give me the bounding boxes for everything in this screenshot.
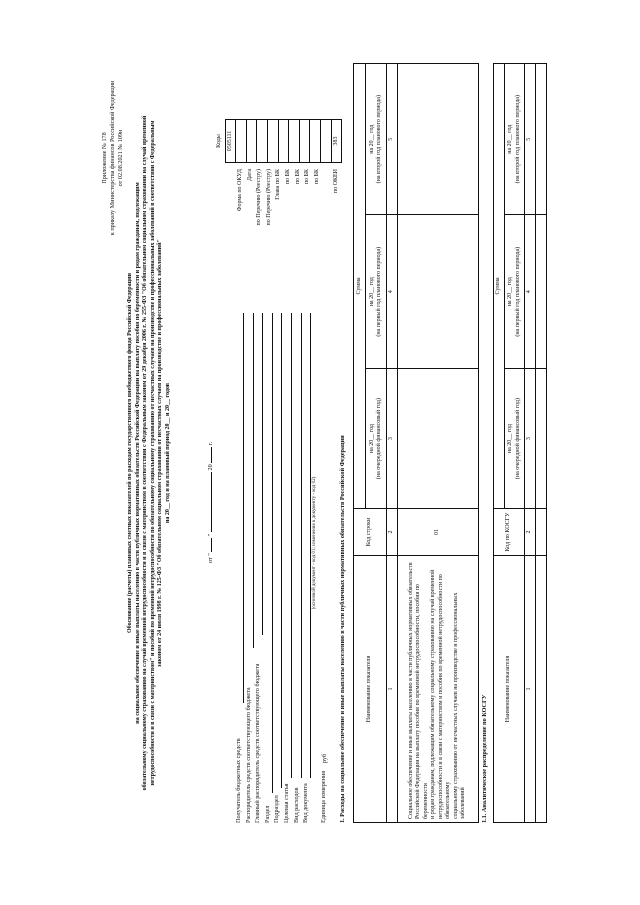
label-registry-2: по Перечню (Реестру) [265, 168, 272, 225]
t2-num-3: 3 [525, 368, 536, 508]
code-bk-4 [310, 119, 321, 162]
date-line [207, 343, 215, 563]
t1-num-1: 1 [387, 555, 398, 822]
t1-year-1 [366, 368, 387, 508]
section-1-title: 1. Расходы на социальное обеспечение и иные выплаты населению в части публичных нормативных обязательств Российской Федерации [339, 434, 346, 823]
table-row [397, 63, 478, 822]
date-year-prefix: 20 [207, 463, 214, 470]
t2-year-2-l1: на 20__ год [507, 276, 514, 306]
title-line-5: законом от 24 июля 1998 г. № 125-ФЗ "Об обязательном социальном страховании от несчастных случаев на производстве и профессиональных заболеваний" [157, 238, 163, 667]
label-bk-4: по БК [313, 168, 320, 184]
t1-row-line-3: и родам гражданам, подлежащим обязательному социальному страхованию на случай временной [430, 569, 436, 819]
t1-year-3 [366, 63, 387, 214]
t1-cell-y1 [397, 368, 478, 508]
title-line-1: Обоснование (расчеты) плановых сметных показателей по расходам государственного внебюджетного фонда Российской Федерации [127, 272, 133, 633]
table-expenses [353, 63, 479, 823]
t2-num-4: 4 [525, 214, 536, 368]
unit-value: руб [321, 753, 328, 763]
code-okei: 383 [331, 119, 342, 162]
t1-col-name: Наименование показателя [354, 555, 387, 822]
t1-cell-y3 [397, 63, 478, 214]
label-section: Раздел [263, 804, 271, 823]
codes-table [215, 119, 342, 163]
t2-col-name: Наименование показателя [494, 555, 525, 822]
label-unit: Единица измерения [319, 770, 327, 823]
label-bk-3: по БК [304, 168, 311, 184]
t1-cell-y2 [397, 214, 478, 368]
date-quote: " [207, 533, 214, 536]
t1-row-line-1: Социальное обеспечение и иные выплаты населению в части публичных нормативных обязательств [407, 561, 414, 819]
t2-year-2-l2: (на первый год планового периода) [514, 246, 521, 337]
t2-year-3-l1: на 20__ год [507, 124, 514, 154]
t1-row-line-2: Российской Федерации на выплату пособия по временной нетрудоспособности, пособия по беременности [415, 583, 429, 819]
codes-header: Коды [216, 133, 223, 148]
t1-year-2 [366, 214, 387, 368]
section-11-title: 1.1. Аналитическое распределение по КОСГУ [481, 694, 488, 823]
t2-num-5: 5 [525, 63, 536, 214]
t1-row-code: 01 [397, 508, 478, 555]
appendix-block [101, 53, 124, 263]
label-subsection: Подраздел [273, 794, 281, 823]
label-manager: Распорядитель средств соответствующего бюджета [244, 686, 252, 823]
t2-year-3 [505, 63, 525, 214]
t2-cell-y2 [535, 214, 546, 368]
t1-row-line-5: социальному страхованию от несчастных случаев на производстве и профессиональных [452, 592, 459, 819]
label-empty [323, 169, 333, 293]
t1-row-line-6: заболеваний [460, 786, 466, 819]
label-recipient: Получатель бюджетных средств [235, 737, 242, 823]
t1-year-1-l1: на 20__ год [368, 423, 375, 453]
appendix-date: от 02.08.2021 № 109н [116, 129, 124, 186]
t1-num-2: 2 [387, 508, 398, 555]
appendix-order: к приказу Министерства финансов Российской Федерации [108, 80, 116, 235]
t2-col-sum: Сумма [494, 63, 505, 508]
table-kosgu [493, 63, 547, 823]
code-glava [267, 119, 278, 162]
t1-col-sum: Сумма [354, 63, 366, 508]
t1-year-2-l1: на 20__ год [368, 276, 375, 306]
t2-num-1: 1 [525, 555, 536, 822]
code-empty [320, 119, 331, 162]
label-okud: Форма по ОКУД [237, 168, 243, 211]
label-bk-2: по БК [294, 168, 301, 184]
code-bk-2 [289, 119, 300, 162]
label-expense-type: Вид расходов [292, 786, 300, 823]
title-line-4: нетрудоспособности и в связи с материнством" и пособий по временной нетрудоспособности по обязательному социальному страхованию от несчастных случаев на производстве и профессиональных заболеваний в соответствии с Федеральным [149, 119, 156, 786]
t1-year-3-l2: (на второй год планового периода) [376, 94, 383, 183]
doc-type-note: (основной документ - код 01; изменения к документу - код 02) [312, 476, 317, 609]
t2-row-code [535, 508, 546, 555]
label-chief-manager: Главный распорядитель средств соответствующего бюджета [254, 662, 262, 823]
t1-num-4: 4 [387, 214, 398, 368]
t1-row-line-4: нетрудоспособности и в связи с материнством и пособия по временной нетрудоспособности по обязательному [437, 573, 451, 819]
code-registry-2 [257, 119, 268, 162]
label-registry-1: по Перечню (Реестру) [256, 168, 263, 225]
t1-col-code: Код строки [354, 508, 387, 555]
t1-year-3-l1: на 20__ год [368, 124, 375, 154]
code-bk-3 [299, 119, 310, 162]
codes-labels [237, 169, 343, 293]
label-bk-1: по БК [284, 168, 291, 184]
code-okud: 0505111 [225, 119, 236, 162]
label-target-article: Целевая статья [282, 782, 290, 823]
t2-col-code: Код по КОСГУ [494, 508, 525, 555]
t2-num-2: 2 [525, 508, 536, 555]
t2-row-name [535, 555, 546, 822]
code-registry-1 [246, 119, 257, 162]
title-line-2: на социальное обеспечение и иные выплаты населению в части публичных нормативных обязательств Российской Федерации на выплату пособия по беременности и родам гражданам, подлежащим [134, 181, 141, 724]
label-date: Дата [246, 168, 253, 181]
code-date [236, 119, 247, 162]
appendix-number: Приложение № 178 [101, 131, 108, 184]
t1-row-name [397, 555, 478, 822]
label-glava: Глава по БК [275, 168, 282, 200]
t2-cell-y1 [535, 368, 546, 508]
rotated-document-page [95, 43, 545, 863]
t2-year-1 [505, 368, 525, 508]
t2-year-2 [505, 214, 525, 368]
t2-year-1-l2: (на очередной финансовый год) [514, 397, 521, 479]
t1-num-3: 3 [387, 368, 398, 508]
table-row [535, 63, 546, 822]
t2-cell-y3 [535, 63, 546, 214]
t1-num-5: 5 [387, 63, 398, 214]
title-line-6: на 20__ год и на плановый период 20__ и 20__ годов [164, 382, 171, 523]
t1-year-1-l2: (на очередной финансовый год) [376, 397, 383, 479]
t2-year-1-l1: на 20__ год [507, 423, 514, 453]
t2-year-3-l2: (на второй год планового периода) [514, 94, 521, 183]
code-bk-1 [278, 119, 289, 162]
label-doc-type: Вид документа [302, 782, 310, 823]
label-okei: по ОКЕИ [332, 168, 339, 193]
document-title [127, 83, 172, 823]
title-line-3: обязательному социальному страхованию на случай временной нетрудоспособности и в связи с материнством в соответствии с Федеральным законом от 29 декабря 2006 г. № 255-ФЗ "Об обязательном социальном страховании на случай временной [142, 115, 148, 790]
date-year-suffix: г. [207, 441, 214, 445]
date-from: от " [207, 552, 214, 563]
t1-year-2-l2: (на первый год планового периода) [376, 246, 383, 337]
